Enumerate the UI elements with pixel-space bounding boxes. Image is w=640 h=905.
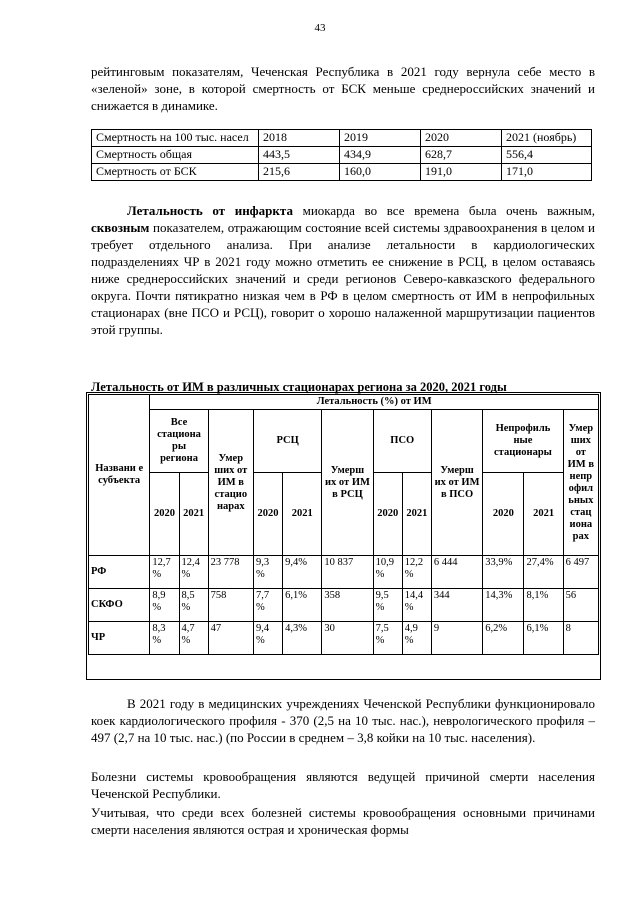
- table-cell: 56: [563, 589, 598, 622]
- table-cell: 9,4%: [283, 556, 322, 589]
- header-year: 2020: [253, 473, 282, 556]
- table-cell: 434,9: [340, 147, 421, 164]
- row-subject: РФ: [89, 556, 150, 589]
- table-cell: 10 837: [322, 556, 373, 589]
- header-died-hospitals: Умер ших от ИМ в стацио нарах: [208, 410, 253, 556]
- header-died-rsc: Умерш их от ИМ в РСЦ: [322, 410, 373, 556]
- table-cell: 6 497: [563, 556, 598, 589]
- table-cell: 358: [322, 589, 373, 622]
- bold-phrase: сквозным: [91, 220, 150, 235]
- table-cell: 12,4 %: [179, 556, 208, 589]
- table-cell: 2020: [421, 130, 502, 147]
- header-rsc: РСЦ: [253, 410, 321, 473]
- table-cell: 8,3 %: [150, 622, 179, 655]
- header-died-nonprofile: Умер ших от ИМ в непр офил ьных стац иона рах: [563, 410, 598, 556]
- table-cell: 2019: [340, 130, 421, 147]
- table-cell: Смертность общая: [92, 147, 259, 164]
- header-year: 2021: [283, 473, 322, 556]
- text-run: показателем, отражающим состояние всей системы здравоохранения в целом и требует отдельного анализа. При анализе летальности в кардиологических подразделениях ЧР в 2021 году можно отметить ее снижение в РСЦ, в целом оставаясь ниже среднероссийских значений и среди регионов Северо-кавказского федерального округа. Почти пятикратно низкая чем в РФ в целом смертность от ИМ в непрофильных стационарах (вне ПСО и РСЦ), говорит о хорошо налаженной маршрутизации пациентов этой группы.: [91, 220, 595, 337]
- table-cell: 9,4 %: [253, 622, 282, 655]
- table-title: Летальность от ИМ в различных стационарах региона за 2020, 2021 годы: [91, 380, 507, 394]
- table-cell: 4,9 %: [402, 622, 431, 655]
- table-cell: 8: [563, 622, 598, 655]
- header-died-pso: Умерш их от ИМ в ПСО: [431, 410, 482, 556]
- header-pso: ПСО: [373, 410, 431, 473]
- table-cell: 9,3 %: [253, 556, 282, 589]
- table-cell: 7,5 %: [373, 622, 402, 655]
- table-cell: 14,3%: [483, 589, 524, 622]
- table-row: [89, 622, 599, 655]
- table-cell: 215,6: [259, 164, 340, 181]
- row-subject: СКФО: [89, 589, 150, 622]
- table-cell: 758: [208, 589, 253, 622]
- table-cell: 556,4: [502, 147, 592, 164]
- table-cell: 191,0: [421, 164, 502, 181]
- table-cell: 10,9 %: [373, 556, 402, 589]
- header-all-hospitals: Все стациона ры региона: [150, 410, 208, 473]
- table-cell: Смертность от БСК: [92, 164, 259, 181]
- header-year: 2021: [179, 473, 208, 556]
- table-cell: 628,7: [421, 147, 502, 164]
- text-run: миокарда во все времена была очень важным,: [292, 203, 596, 218]
- table-row: [89, 589, 599, 622]
- table-cell: 160,0: [340, 164, 421, 181]
- table-cell: 6,2%: [483, 622, 524, 655]
- bold-phrase: Летальность от инфаркта: [127, 203, 293, 218]
- table-cell: 47: [208, 622, 253, 655]
- table-cell: 8,9 %: [150, 589, 179, 622]
- header-year: 2021: [524, 473, 563, 556]
- table-cell: 33,9%: [483, 556, 524, 589]
- table-row: [92, 130, 592, 147]
- table-cell: 12,7 %: [150, 556, 179, 589]
- lethality-paragraph: [91, 202, 595, 338]
- table-cell: 7,7 %: [253, 589, 282, 622]
- table-cell: Смертность на 100 тыс. насел: [92, 130, 259, 147]
- table-row: [92, 164, 592, 181]
- beds-paragraph: В 2021 году в медицинских учреждениях Чеченской Республики функционировало коек кардиологического профиля - 370 (2,5 на 10 тыс. нас.), неврологического профиля – 497 (2,7 на 10 тыс. нас.) (по России в среднем – 3,8 койки на 10 тыс. населения).: [91, 696, 595, 745]
- table-cell: 2018: [259, 130, 340, 147]
- mortality-table: [91, 129, 592, 181]
- table-row: [92, 147, 592, 164]
- header-year: 2020: [373, 473, 402, 556]
- page-number: 43: [314, 22, 326, 34]
- header-year: 2020: [150, 473, 179, 556]
- table-cell: 344: [431, 589, 482, 622]
- table-cell: 9: [431, 622, 482, 655]
- leading-cause-paragraph: Болезни системы кровообращения являются ведущей причиной смерти населения Чеченской Республики.: [91, 769, 595, 801]
- table-cell: 6,1%: [524, 622, 563, 655]
- table-cell: 2021 (ноябрь): [502, 130, 592, 147]
- closing-paragraph: Учитывая, что среди всех болезней системы кровообращения основными причинами смерти населения являются острая и хроническая формы: [91, 805, 595, 837]
- intro-paragraph: рейтинговым показателям, Чеченская Республика в 2021 году вернула себе место в «зеленой» зоне, в которой смертность от БСК меньше среднероссийских значений и снижается в динамике.: [91, 64, 595, 113]
- table-cell: 443,5: [259, 147, 340, 164]
- table-cell: 6 444: [431, 556, 482, 589]
- table-row: [89, 556, 599, 589]
- table-cell: 27,4%: [524, 556, 563, 589]
- table-cell: 4,7 %: [179, 622, 208, 655]
- header-year: 2020: [483, 473, 524, 556]
- header-subject: Названи е субъекта: [89, 395, 150, 556]
- row-subject: ЧР: [89, 622, 150, 655]
- table-cell: 9,5 %: [373, 589, 402, 622]
- table-cell: 4,3%: [283, 622, 322, 655]
- table-cell: 8,5 %: [179, 589, 208, 622]
- header-year: 2021: [402, 473, 431, 556]
- lethality-table: [88, 394, 599, 655]
- table-cell: 8,1%: [524, 589, 563, 622]
- table-cell: 30: [322, 622, 373, 655]
- table-cell: 12,2 %: [402, 556, 431, 589]
- table-header-row: [89, 410, 599, 473]
- table-header-row: [89, 395, 599, 410]
- table-cell: 171,0: [502, 164, 592, 181]
- table-cell: 23 778: [208, 556, 253, 589]
- header-nonprofile: Непрофиль ные стационары: [483, 410, 563, 473]
- header-lethality: Летальность (%) от ИМ: [150, 395, 599, 410]
- table-cell: 6,1%: [283, 589, 322, 622]
- table-cell: 14,4 %: [402, 589, 431, 622]
